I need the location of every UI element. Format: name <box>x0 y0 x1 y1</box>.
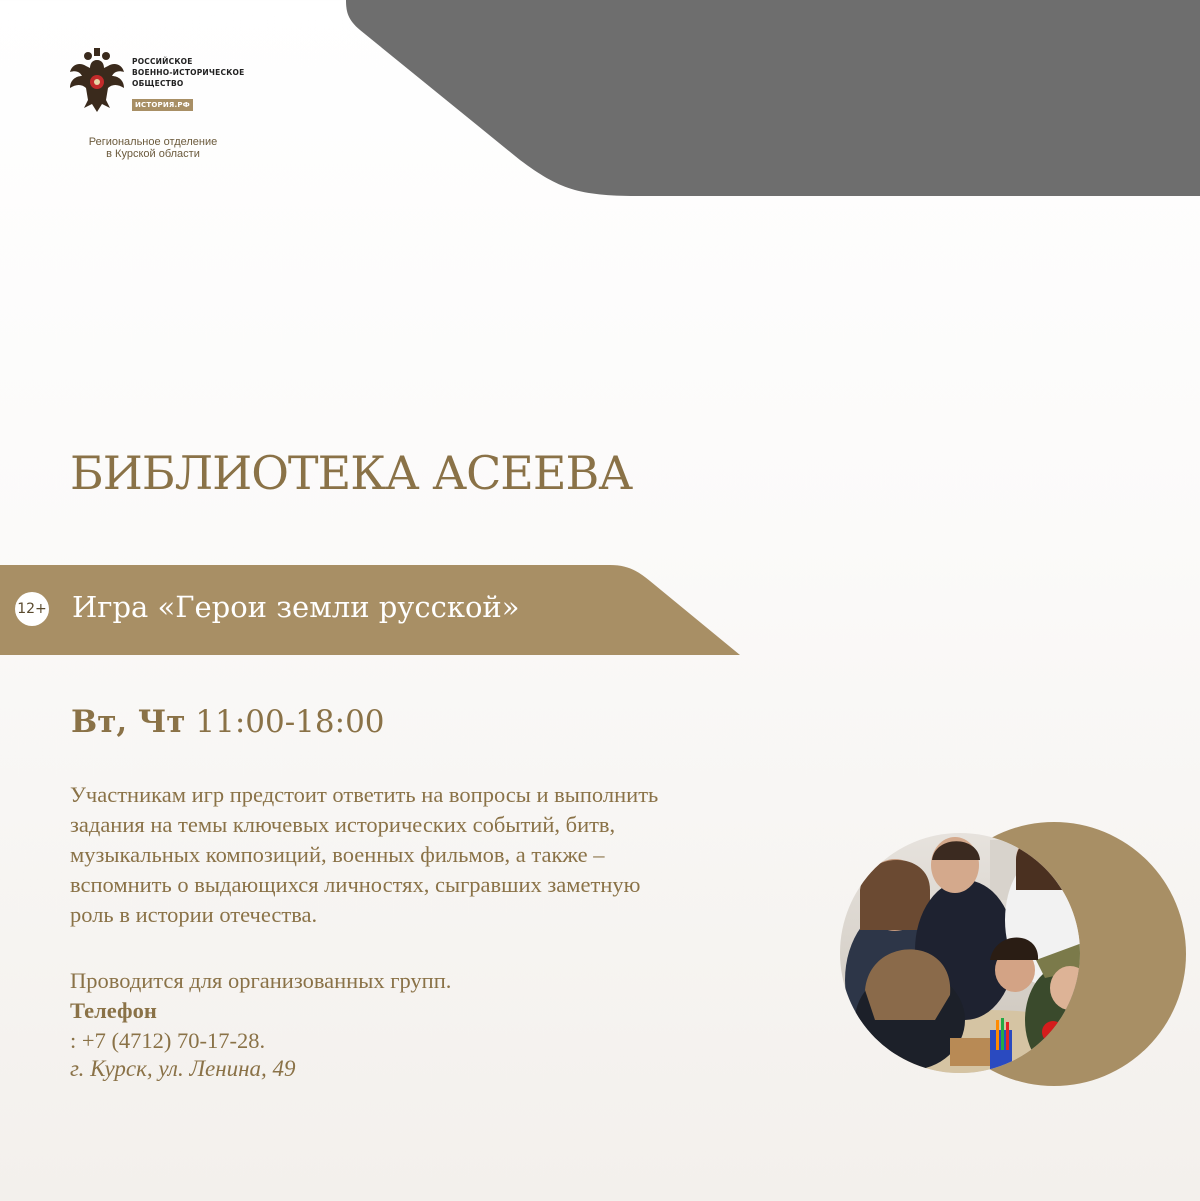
phone-label: Телефон <box>70 998 157 1023</box>
event-photo <box>840 820 1200 1090</box>
org-site-badge: ИСТОРИЯ.РФ <box>132 99 193 111</box>
booking-info <box>70 966 451 1056</box>
org-name <box>132 56 272 89</box>
schedule <box>71 704 385 740</box>
org-name-line: РОССИЙСКОЕ <box>132 57 193 66</box>
address: г. Курск, ул. Ленина, 49 <box>70 1056 296 1081</box>
org-name-line: ВОЕННО-ИСТОРИЧЕСКОЕ <box>132 68 245 77</box>
region-line: Региональное отделение <box>88 136 218 148</box>
org-logo <box>66 46 266 166</box>
schedule-hours: 11:00-18:00 <box>195 704 385 740</box>
age-rating-badge: 12+ <box>15 592 49 626</box>
description-line: роль в истории отечества. <box>70 902 318 927</box>
phone-line <box>70 996 451 1056</box>
event-description <box>70 780 850 930</box>
description-line: музыкальных композиций, военных фильмов, а также – <box>70 842 605 867</box>
region-line: в Курской области <box>106 148 200 160</box>
phone-number[interactable]: : +7 (4712) 70-17-28. <box>70 1028 266 1053</box>
description-line: задания на темы ключевых исторических событий, битв, <box>70 812 616 837</box>
description-line: Участникам игр предстоит ответить на вопросы и выполнить <box>70 782 659 807</box>
description-line: вспомнить о выдающихся личностях, сыгравших заметную <box>70 872 641 897</box>
double-headed-eagle-icon <box>66 46 128 116</box>
event-name: Игра «Герои земли русской» <box>72 590 520 624</box>
venue-title: БИБЛИОТЕКА АСЕЕВА <box>70 446 633 500</box>
regional-branch-caption <box>66 136 240 160</box>
groups-note: Проводится для организованных групп. <box>70 968 452 993</box>
org-name-line: ОБЩЕСТВО <box>132 79 184 88</box>
schedule-days: Вт, Чт <box>71 704 186 740</box>
